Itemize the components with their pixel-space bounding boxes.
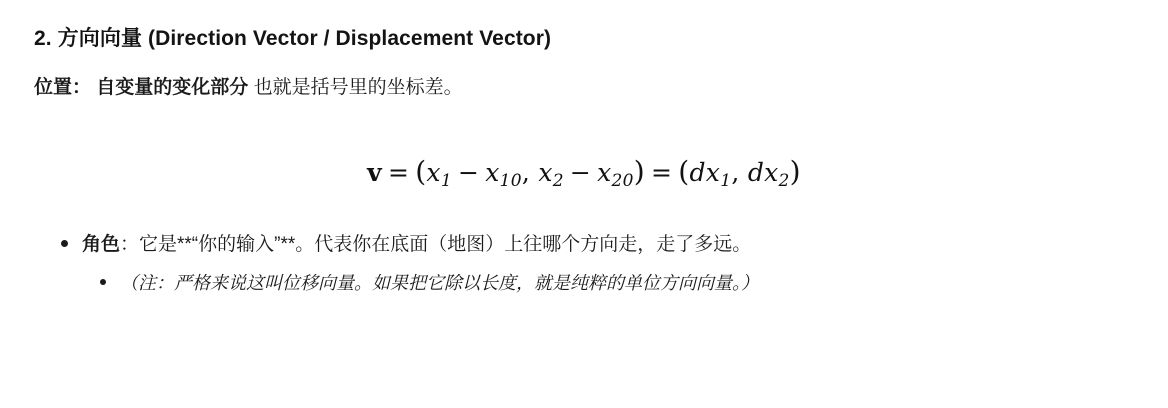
formula-sub-dx1: 1 [720,170,732,191]
position-rest: 也就是括号里的坐标差。 [248,77,463,98]
formula-sub-1: 1 [440,170,452,191]
bullet-dot-icon [61,240,68,247]
formula-comma-2: , [731,157,740,187]
formula-close-paren-2: ) [789,154,801,188]
formula-term-dx2: $dx_2$ [747,157,790,191]
bullet-dot-icon [100,279,106,285]
position-label: 位置： [34,77,92,98]
formula-term-x2: $x_2$ [538,157,564,191]
direction-vector-formula [367,154,801,191]
sub-bullet-text: （注：严格来说这叫位移向量。如果把它除以长度，就是纯粹的单位方向向量。） [120,272,759,293]
formula-open-paren-1: ( [415,154,427,188]
formula-term-x1: $x_1$ [426,157,452,191]
formula-open-paren-2: ( [678,154,690,188]
formula-comma-1: , [521,157,531,187]
list-item [34,230,1134,296]
position-line [34,74,1134,103]
formula-term-x10: $x_{10}$ [485,157,522,191]
formula-sub-2: 2 [552,170,564,191]
formula-vector-symbol: v [367,157,382,187]
formula-minus-1: − [457,157,480,187]
bullet-list [34,230,1134,296]
formula-equals-2: = [651,157,673,187]
bullet-label: 角色 [82,234,121,256]
formula-term-dx1: $dx_1$ [689,157,732,191]
section-heading: 2. 方向向量 (Direction Vector / Displacement Vector) [34,27,552,50]
sub-bullet-list [82,270,1134,297]
list-item [82,270,1134,297]
position-emphasis: 自变量的变化部分 [96,77,249,98]
formula-equals-1: = [387,157,410,187]
formula-sub-20: 20 [611,170,634,191]
formula-minus-2: − [569,157,592,187]
formula-block [34,155,1134,191]
formula-close-paren-1: ) [633,154,645,188]
formula-sub-10: 10 [499,170,522,191]
bullet-text: ：它是**“你的输入”**。代表你在底面（地图）上往哪个方向走，走了多远。 [120,234,752,256]
formula-term-x20: $x_{20}$ [597,157,634,191]
formula-sub-dx2: 2 [778,170,790,191]
